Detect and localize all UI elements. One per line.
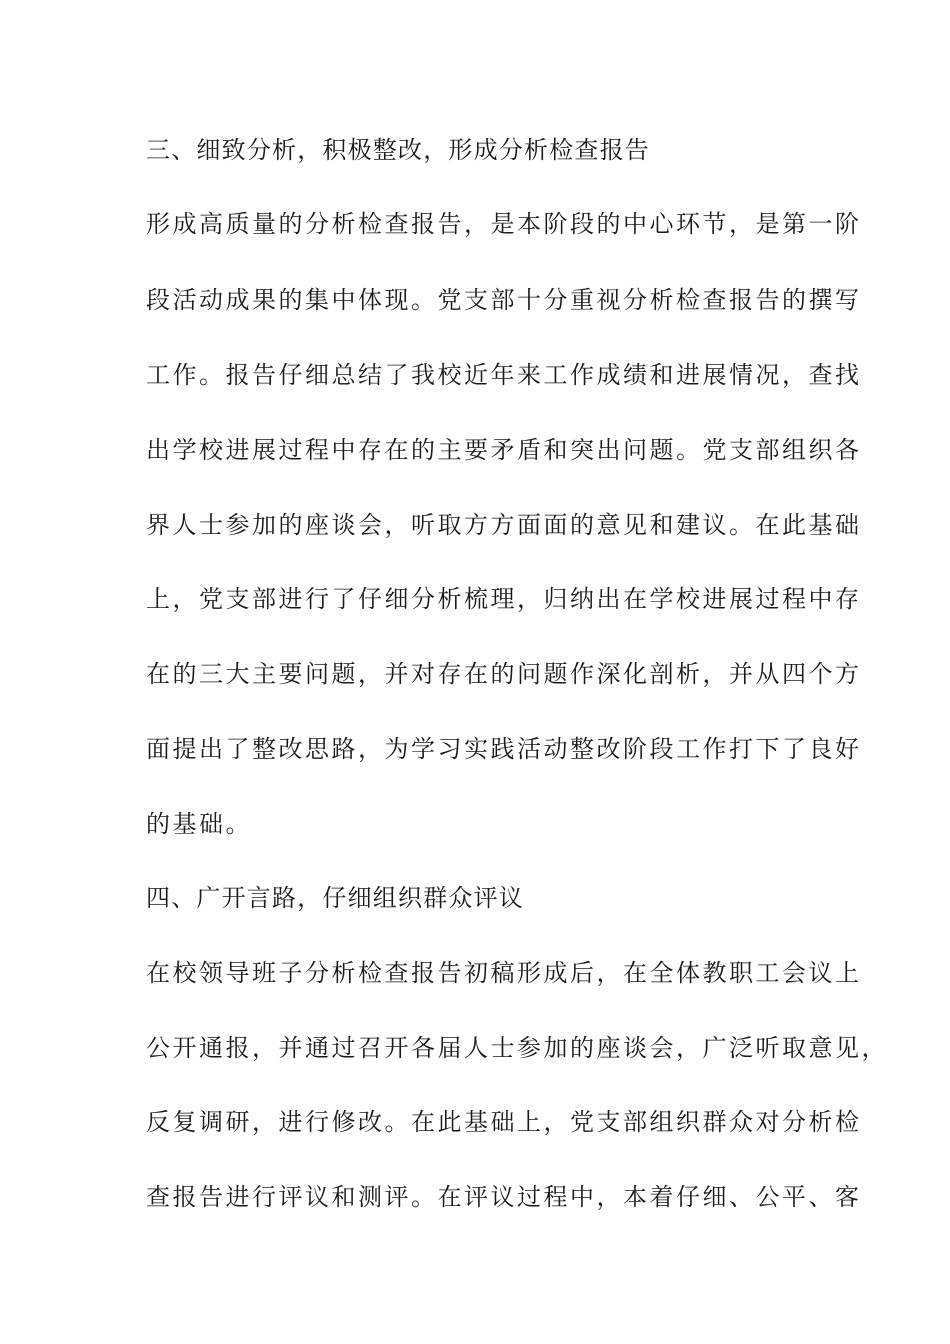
paragraph-line: 段活动成果的集中体现。党支部十分重视分析检查报告的撰写 bbox=[146, 286, 862, 314]
section-heading-3: 三、细致分析，积极整改，形成分析检查报告 bbox=[146, 136, 650, 164]
paragraph-line: 在校领导班子分析检查报告初稿形成后，在全体教职工会议上 bbox=[146, 959, 862, 987]
paragraph-line: 界人士参加的座谈会，听取方方面面的意见和建议。在此基础 bbox=[146, 511, 862, 539]
paragraph-line: 查报告进行评议和测评。在评议过程中，本着仔细、公平、客 bbox=[146, 1183, 862, 1211]
paragraph-line: 的基础。 bbox=[146, 810, 252, 838]
section-heading-4: 四、广开言路，仔细组织群众评议 bbox=[146, 884, 524, 912]
paragraph-line: 工作。报告仔细总结了我校近年来工作成绩和进展情况，查找 bbox=[146, 361, 862, 389]
paragraph-line: 形成高质量的分析检查报告，是本阶段的中心环节，是第一阶 bbox=[146, 210, 862, 238]
paragraph-line: 在的三大主要问题，并对存在的问题作深化剖析，并从四个方 bbox=[146, 660, 862, 688]
paragraph-line: 公开通报，并通过召开各届人士参加的座谈会，广泛听取意见， bbox=[146, 1034, 888, 1062]
paragraph-line: 面提出了整改思路，为学习实践活动整改阶段工作打下了良好 bbox=[146, 735, 862, 763]
paragraph-line: 反复调研，进行修改。在此基础上，党支部组织群众对分析检 bbox=[146, 1108, 862, 1136]
paragraph-line: 出学校进展过程中存在的主要矛盾和突出问题。党支部组织各 bbox=[146, 436, 862, 464]
paragraph-line: 上，党支部进行了仔细分析梳理，归纳出在学校进展过程中存 bbox=[146, 585, 862, 613]
